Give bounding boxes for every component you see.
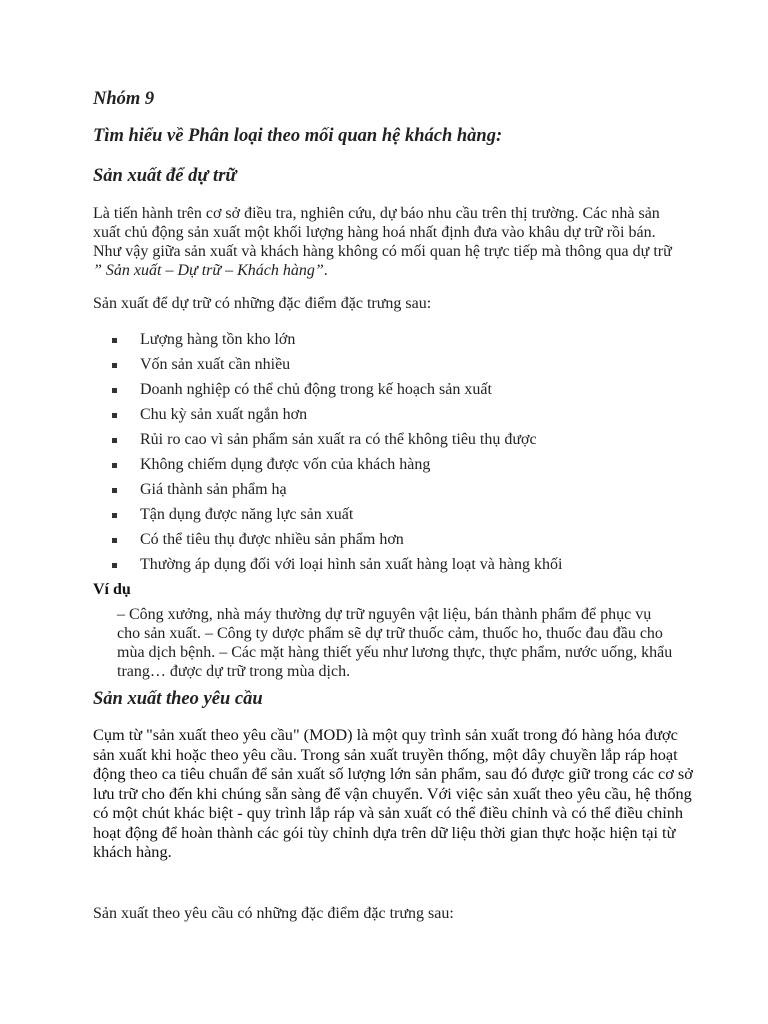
section-title-make-on-demand: Sản xuất theo yêu cầu [93,689,263,709]
make-to-stock-features-lead: Sản xuất để dự trữ có những đặc điểm đặc trưng sau: [93,295,432,312]
list-item-text: Rủi ro cao vì sản phẩm sản xuất ra có thể không tiêu thụ được [140,431,537,448]
topic-title: Tìm hiểu về Phân loại theo mối quan hệ khách hàng: [93,126,503,146]
list-item [112,555,562,580]
bullet-icon [112,338,117,343]
bullet-icon [112,513,117,518]
list-item [112,480,562,505]
example-text: – Công xưởng, nhà máy thường dự trữ nguyên vật liệu, bán thành phẩm để phục vụ cho sản xuất. – Công ty dược phẩm sẽ dự trữ thuốc cảm, thuốc ho, thuốc đau đầu cho mùa dịch bệnh. – Các mặt hàng thiết yếu như lương thực, thực phẩm, nước uống, khẩu trang… được dự trữ trong mùa dịch. [117,606,673,680]
list-item [112,330,562,355]
list-item-text: Doanh nghiệp có thể chủ động trong kế hoạch sản xuất [140,381,492,398]
example-label: Ví dụ [93,581,131,598]
make-on-demand-features-lead: Sản xuất theo yêu cầu có những đặc điểm đặc trưng sau: [93,905,454,922]
bullet-icon [112,388,117,393]
list-item [112,355,562,380]
bullet-icon [112,488,117,493]
make-to-stock-intro [93,204,678,280]
list-item [112,430,562,455]
group-title: Nhóm 9 [93,89,155,109]
bullet-icon [112,463,117,468]
bullet-icon [112,363,117,368]
list-item [112,405,562,430]
make-to-stock-intro-end: . [323,262,328,279]
make-on-demand-intro: Cụm từ "sản xuất theo yêu cầu" (MOD) là một quy trình sản xuất trong đó hàng hóa được sản xuất khi hoặc theo yêu cầu. Trong sản xuất truyền thống, một dây chuyền lắp ráp hoạt động theo ca tiêu chuẩn để sản xuất số lượng lớn sản phẩm, sau đó được giữ trong các cơ sở lưu trữ cho đến khi chúng sẵn sàng để vận chuyển. Với việc sản xuất theo yêu cầu, hệ thống có một chút khác biệt - quy trình lắp ráp và sản xuất có thể điều chỉnh và có thể điều chỉnh hoạt động để hoàn thành các gói tùy chỉnh dựa trên dữ liệu thời gian thực hoặc hiện tại từ khách hàng. [93,725,693,861]
list-item [112,380,562,405]
make-to-stock-features-list [112,330,562,580]
bullet-icon [112,538,117,543]
list-item-text: Thường áp dụng đối với loại hình sản xuất hàng loạt và hàng khối [140,556,563,573]
list-item-text: Giá thành sản phẩm hạ [140,481,287,498]
list-item-text: Vốn sản xuất cần nhiều [140,356,291,373]
section-title-make-to-stock: Sản xuất để dự trữ [93,166,237,186]
bullet-icon [112,413,117,418]
list-item [112,530,562,555]
bullet-icon [112,563,117,568]
list-item [112,505,562,530]
list-item-text: Không chiếm dụng được vốn của khách hàng [140,456,431,473]
list-item-text: Có thể tiêu thụ được nhiều sản phẩm hơn [140,531,404,548]
make-to-stock-intro-text: Là tiến hành trên cơ sở điều tra, nghiên cứu, dự báo nhu cầu trên thị trường. Các nhà sản xuất chủ động sản xuất một khối lượng hàng hoá nhất định đưa vào khâu dự trữ rồi bán. Như vậy giữa sản xuất và khách hàng không có mối quan hệ trực tiếp mà thông qua dự trữ [93,205,672,260]
bullet-icon [112,438,117,443]
make-to-stock-quote: ” Sản xuất – Dự trữ – Khách hàng” [93,262,324,279]
list-item-text: Tận dụng được năng lực sản xuất [140,506,354,523]
list-item-text: Lượng hàng tồn kho lớn [140,331,296,348]
list-item-text: Chu kỳ sản xuất ngắn hơn [140,406,308,423]
list-item [112,455,562,480]
